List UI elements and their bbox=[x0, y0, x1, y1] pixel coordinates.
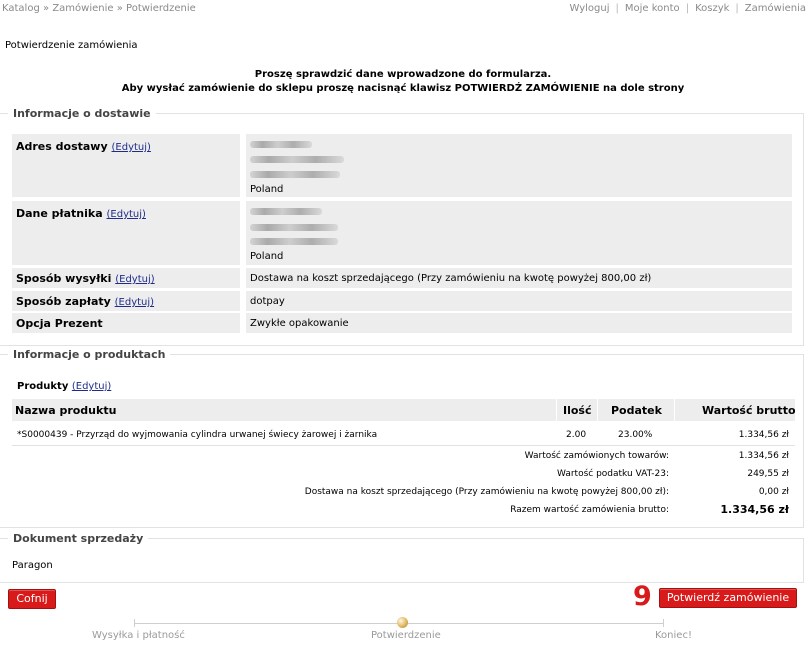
nav-logout-link[interactable]: Wyloguj bbox=[569, 3, 610, 14]
col-divider bbox=[674, 399, 675, 421]
nav-divider: | bbox=[735, 3, 739, 14]
payment-value-cell bbox=[246, 291, 792, 311]
step-label-shipping-payment: Wysyłka i płatność bbox=[92, 630, 185, 641]
summary-goods-label: Wartość zamówionych towarów: bbox=[524, 451, 669, 461]
products-legend: Informacje o produktach bbox=[13, 348, 166, 361]
col-divider bbox=[556, 399, 557, 421]
redacted-address-line bbox=[250, 171, 340, 178]
top-nav bbox=[570, 3, 806, 14]
back-button[interactable]: Cofnij bbox=[8, 589, 56, 609]
summary-vat-label: Wartość podatku VAT-23: bbox=[557, 469, 669, 479]
breadcrumb-katalog[interactable]: Katalog bbox=[2, 3, 40, 14]
redacted-address-line bbox=[250, 156, 344, 163]
current-step-marker bbox=[397, 617, 408, 628]
redacted-address-line bbox=[250, 141, 312, 148]
product-tax: 23.00% bbox=[618, 430, 653, 440]
col-header-gross: Wartość brutto bbox=[702, 404, 796, 417]
breadcrumb-zamowienie[interactable]: Zamówienie bbox=[52, 3, 114, 14]
confirm-order-button[interactable]: Potwierdź zamówienie bbox=[659, 588, 797, 608]
product-name: *S0000439 - Przyrząd do wyjmowania cylindra urwanej świecy żarowej i żarnika bbox=[17, 430, 378, 440]
shipping-method-value: Dostawa na koszt sprzedającego (Przy zamówieniu na kwotę powyżej 800,00 zł) bbox=[250, 273, 652, 284]
product-qty: 2.00 bbox=[566, 430, 587, 440]
edit-payment-link[interactable]: (Edytuj) bbox=[114, 297, 155, 308]
payer-value-cell bbox=[246, 201, 792, 265]
gift-option-label: Opcja Prezent bbox=[16, 317, 103, 330]
notice-line-1: Proszę sprawdzić dane wprowadzone do formularza. bbox=[254, 69, 552, 80]
delivery-info-legend: Informacje o dostawie bbox=[13, 107, 151, 120]
address-label: Adres dostawy (Edytuj) bbox=[16, 140, 151, 153]
summary-total-label: Razem wartość zamówienia brutto: bbox=[510, 505, 669, 515]
sales-document-value: Paragon bbox=[12, 560, 53, 571]
nav-divider: | bbox=[615, 3, 619, 14]
redacted-payer-line bbox=[250, 208, 322, 215]
summary-divider bbox=[12, 445, 795, 446]
edit-products-link[interactable]: (Edytuj) bbox=[71, 381, 112, 392]
col-header-qty: Ilość bbox=[563, 404, 592, 417]
breadcrumb-separator: » bbox=[116, 3, 123, 14]
nav-divider: | bbox=[685, 3, 690, 14]
col-header-tax: Podatek bbox=[611, 404, 662, 417]
redacted-payer-line bbox=[250, 238, 338, 245]
progress-tick bbox=[134, 619, 135, 627]
sales-document-section bbox=[0, 532, 804, 583]
payer-country: Poland bbox=[250, 251, 284, 262]
gift-option-value: Zwykłe opakowanie bbox=[250, 318, 349, 329]
payment-method-label: Sposób zapłaty (Edytuj) bbox=[16, 295, 155, 308]
summary-total-value: 1.334,56 zł bbox=[720, 503, 789, 516]
edit-payer-link[interactable]: (Edytuj) bbox=[106, 209, 146, 220]
product-gross: 1.334,56 zł bbox=[738, 430, 789, 440]
step-label-confirmation: Potwierdzenie bbox=[371, 630, 441, 641]
page-title: Potwierdzenie zamówienia bbox=[5, 40, 138, 51]
step-number: 9 bbox=[633, 581, 652, 612]
payer-label: Dane płatnika (Edytuj) bbox=[16, 207, 146, 220]
address-value-cell bbox=[246, 134, 792, 197]
products-label: Produkty (Edytuj) bbox=[17, 381, 112, 392]
step-label-end: Koniec! bbox=[655, 630, 692, 641]
sales-document-legend: Dokument sprzedaży bbox=[13, 532, 144, 545]
edit-shipping-link[interactable]: (Edytuj) bbox=[115, 274, 155, 285]
edit-address-link[interactable]: (Edytuj) bbox=[111, 142, 151, 153]
breadcrumb bbox=[2, 3, 196, 14]
summary-vat-value: 249,55 zł bbox=[747, 469, 789, 479]
products-table-header bbox=[12, 399, 795, 421]
col-header-name: Nazwa produktu bbox=[15, 404, 117, 417]
summary-goods-value: 1.334,56 zł bbox=[738, 451, 789, 461]
breadcrumb-potwierdzenie[interactable]: Potwierdzenie bbox=[126, 3, 196, 14]
address-country: Poland bbox=[250, 184, 284, 195]
shipping-method-label: Sposób wysyłki (Edytuj) bbox=[16, 272, 155, 285]
summary-shipping-value: 0,00 zł bbox=[758, 487, 789, 497]
nav-orders-link[interactable]: Zamówienia bbox=[744, 3, 806, 14]
notice-line-2: Aby wysłać zamówienie do sklepu proszę nacisnąć klawisz POTWIERDŹ ZAMÓWIENIE na dole strony bbox=[121, 83, 685, 94]
col-divider bbox=[597, 399, 598, 421]
progress-tick bbox=[663, 619, 664, 627]
payment-method-value: dotpay bbox=[250, 296, 285, 307]
nav-account-link[interactable]: Moje konto bbox=[624, 3, 680, 14]
summary-shipping-label: Dostawa na koszt sprzedającego (Przy zamówieniu na kwotę powyżej 800,00 zł): bbox=[304, 487, 669, 497]
redacted-payer-line bbox=[250, 224, 338, 231]
nav-cart-link[interactable]: Koszyk bbox=[695, 3, 730, 14]
breadcrumb-separator: » bbox=[43, 3, 50, 14]
